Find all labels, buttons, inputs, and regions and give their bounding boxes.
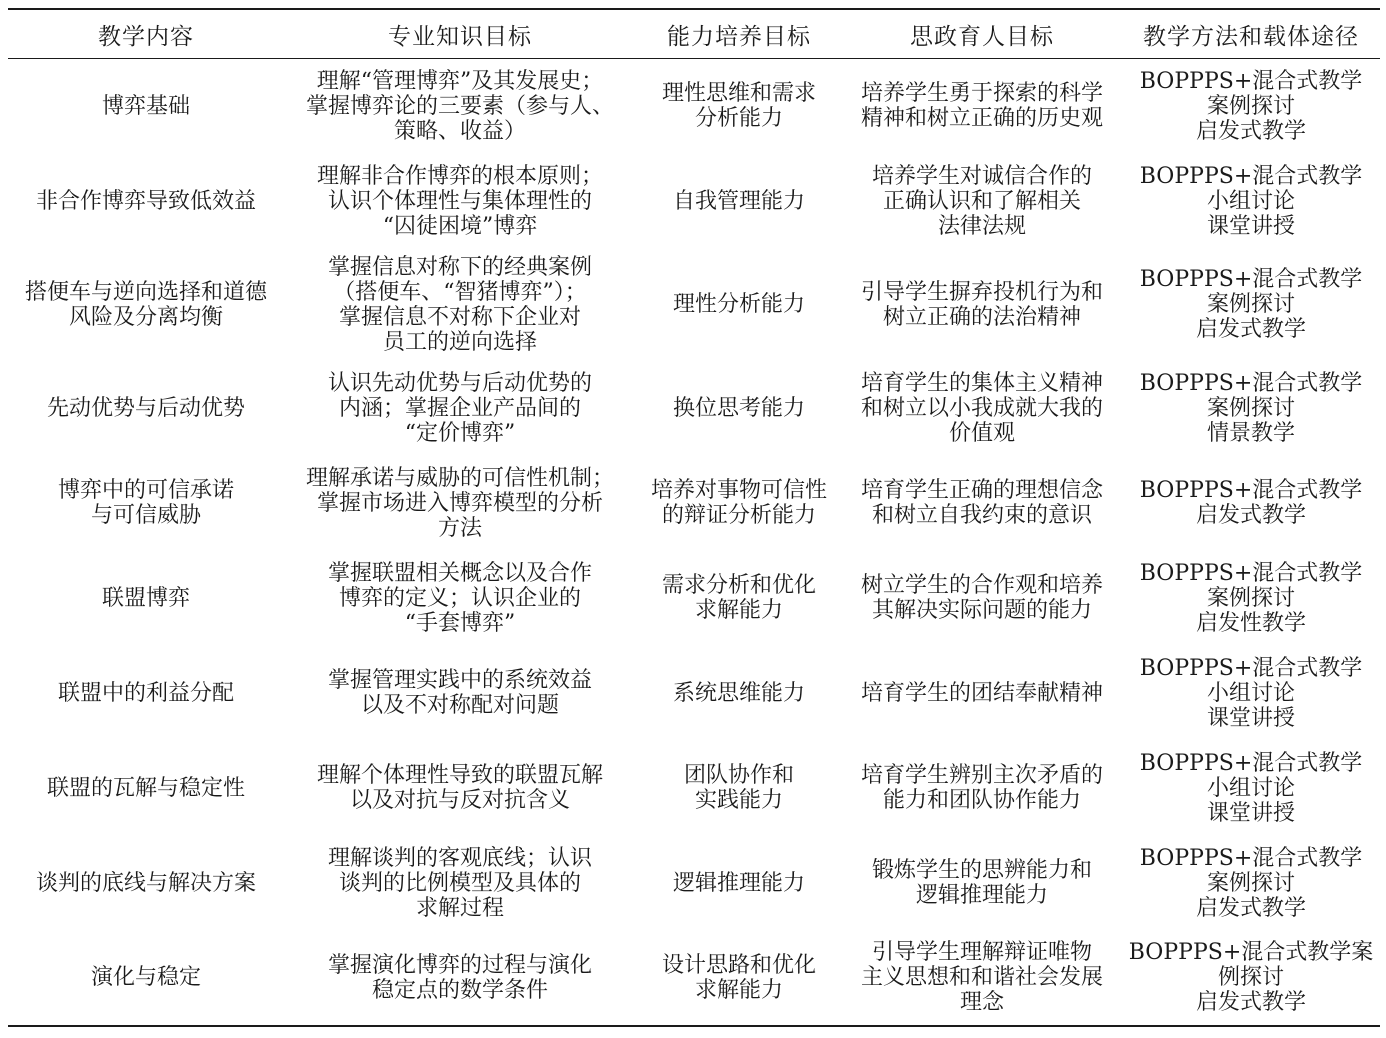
cell-ideology: 引导学生摒弃投机行为和 树立正确的法治精神 [860,279,1103,330]
cell-ideology: 培养学生对诚信合作的 正确认识和了解相关 法律法规 [871,163,1092,239]
table-row [8,361,1380,456]
cell-knowledge: 掌握联盟相关概念以及合作 博弈的定义；认识企业的 “手套博弈” [327,560,592,636]
cell-ability: 需求分析和优化 求解能力 [661,573,816,623]
cell-knowledge: 认识先动优势与后动优势的 内涵；掌握企业产品间的 “定价博弈” [327,370,592,446]
cell-content: 先动优势与后动优势 [46,395,245,421]
table-row [8,59,1380,154]
cell-content: 联盟中的利益分配 [57,680,234,706]
cell-method: BOPPPS+混合式教学 小组讨论 课堂讲授 [1139,163,1363,239]
cell-content: 演化与稳定 [90,965,201,990]
table-row [8,154,1380,249]
cell-method: BOPPPS+混合式教学 案例探讨 情景教学 [1139,370,1363,446]
cell-method: BOPPPS+混合式教学 小组讨论 课堂讲授 [1139,750,1363,826]
cell-content: 联盟的瓦解与稳定性 [46,775,245,801]
cell-ability: 理性分析能力 [672,292,805,317]
cell-knowledge: 掌握信息对称下的经典案例 （搭便车、“智猪博弈”）； 掌握信息不对称下企业对 员工的逆向选择 [327,254,592,355]
cell-ideology: 培育学生正确的理想信念 和树立自我约束的意识 [860,478,1103,528]
cell-ideology: 锻炼学生的思辨能力和 逻辑推理能力 [871,858,1092,908]
table-row [8,249,1380,361]
table-row [8,646,1380,741]
table-row [8,456,1380,551]
cell-ability: 逻辑推理能力 [672,870,805,896]
cell-method: BOPPPS+混合式教学 案例探讨 启发式教学 [1139,267,1363,342]
cell-knowledge: 理解谈判的客观底线；认识 谈判的比例模型及具体的 求解过程 [327,845,592,921]
table-row [8,931,1380,1026]
cell-content: 联盟博弈 [101,585,190,611]
course-design-table-container [8,8,1380,1027]
cell-ideology: 培养学生勇于探索的科学 精神和树立正确的历史观 [860,81,1103,132]
cell-ability: 培养对事物可信性 的辩证分析能力 [650,478,827,528]
course-design-table [8,8,1380,1027]
table-row [8,551,1380,646]
header-teaching-content: 教学内容 [98,23,194,50]
cell-ideology: 引导学生理解辩证唯物 主义思想和和谐社会发展 理念 [860,940,1103,1015]
cell-content: 博弈中的可信承诺 与可信威胁 [57,478,234,528]
cell-method: BOPPPS+混合式教学 案例探讨 启发式教学 [1139,68,1363,144]
header-knowledge-goal: 专业知识目标 [388,23,532,50]
header-ability-goal: 能力培养目标 [667,23,811,50]
cell-knowledge: 掌握演化博弈的过程与演化 稳定点的数学条件 [327,952,592,1003]
cell-method: BOPPPS+混合式教学 案例探讨 启发式教学 [1139,845,1363,921]
cell-knowledge: 理解承诺与威胁的可信性机制； 掌握市场进入博弈模型的分析 方法 [305,465,614,541]
cell-ability: 换位思考能力 [672,395,805,421]
cell-ability: 团队协作和 实践能力 [683,763,794,813]
cell-ideology: 培育学生辨别主次矛盾的 能力和团队协作能力 [860,763,1103,813]
table-row [8,836,1380,931]
header-ideology-goal: 思政育人目标 [910,23,1054,50]
cell-content: 非合作博弈导致低效益 [35,188,256,214]
cell-ability: 系统思维能力 [672,680,805,706]
header-teaching-method: 教学方法和载体途径 [1143,23,1359,50]
cell-ideology: 培育学生的集体主义精神 和树立以小我成就大我的 价值观 [860,370,1103,446]
cell-method: BOPPPS+混合式教学 案例探讨 启发性教学 [1139,560,1363,636]
cell-content: 搭便车与逆向选择和道德 风险及分离均衡 [24,279,267,330]
cell-ability: 设计思路和优化 求解能力 [661,952,816,1003]
cell-ideology: 树立学生的合作观和培养 其解决实际问题的能力 [860,573,1103,623]
cell-method: BOPPPS+混合式教学 启发式教学 [1139,478,1363,528]
cell-method: BOPPPS+混合式教学 小组讨论 课堂讲授 [1139,655,1363,731]
cell-knowledge: 理解个体理性导致的联盟瓦解 以及对抗与反对抗含义 [316,763,603,813]
header-row [8,9,1380,59]
cell-ability: 理性思维和需求 分析能力 [661,81,816,132]
cell-content: 谈判的底线与解决方案 [35,870,256,896]
table-row [8,741,1380,836]
table-body [8,59,1380,1026]
cell-ideology: 培育学生的团结奉献精神 [860,680,1103,706]
cell-knowledge: 理解非合作博弈的根本原则； 认识个体理性与集体理性的 “囚徒困境”博弈 [316,163,603,239]
cell-content: 博弈基础 [101,93,190,119]
table-header [8,9,1380,59]
cell-knowledge: 理解“管理博弈”及其发展史； 掌握博弈论的三要素（参与人、 策略、收益） [305,68,614,144]
cell-knowledge: 掌握管理实践中的系统效益 以及不对称配对问题 [327,668,592,718]
cell-method: BOPPPS+混合式教学案 例探讨 启发式教学 [1128,940,1374,1015]
cell-ability: 自我管理能力 [672,188,805,214]
